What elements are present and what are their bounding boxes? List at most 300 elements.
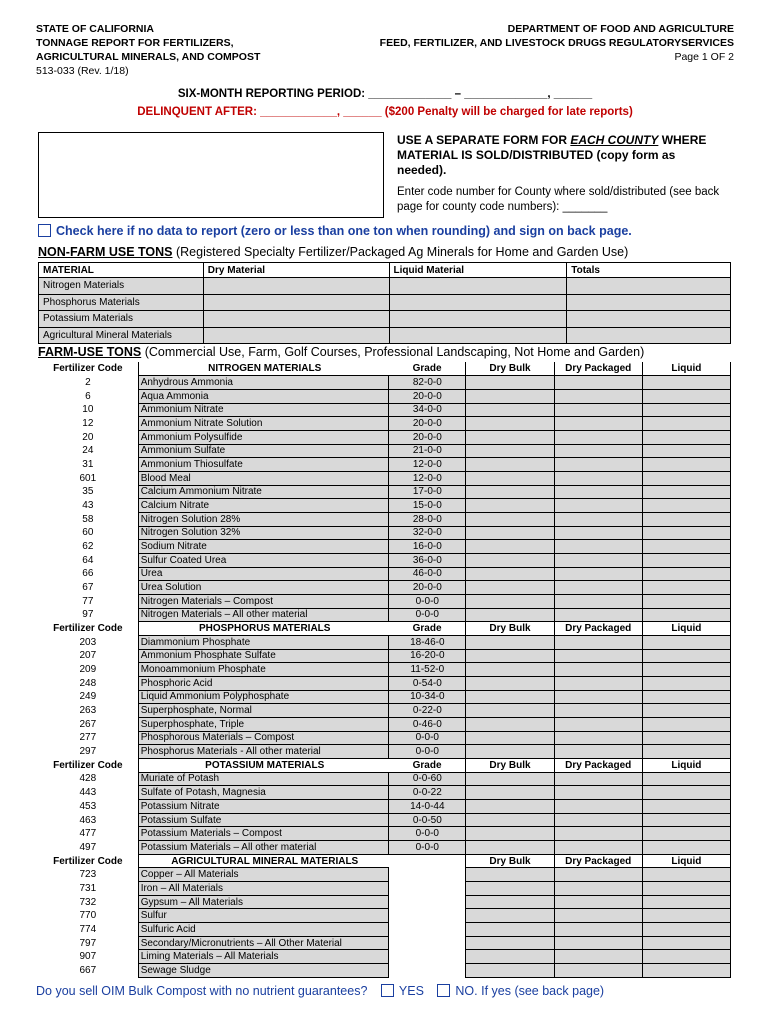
material-name: Ammonium Polysulfide (138, 430, 389, 444)
liquid-input[interactable] (642, 471, 730, 485)
dry-packaged-input[interactable] (554, 827, 642, 841)
farm-row (38, 786, 731, 800)
fertilizer-code: 207 (38, 649, 138, 663)
liquid-input[interactable] (642, 444, 730, 458)
liquid-input[interactable] (642, 964, 730, 978)
dry-packaged-input[interactable] (554, 526, 642, 540)
county-instruction-pre: USE A SEPARATE FORM FOR (397, 133, 571, 147)
dry-packaged-input[interactable] (554, 485, 642, 499)
material-name: Phosphoric Acid (138, 676, 389, 690)
dry-packaged-input[interactable] (554, 676, 642, 690)
material-grade: 0-22-0 (389, 704, 466, 718)
liquid-input[interactable] (642, 786, 730, 800)
dry-packaged-input[interactable] (554, 772, 642, 786)
county-entry-box[interactable] (38, 132, 384, 218)
dry-packaged-input[interactable] (554, 786, 642, 800)
material-name: Ammonium Sulfate (138, 444, 389, 458)
farm-header-cell: AGRICULTURAL MINERAL MATERIALS (171, 855, 359, 867)
liquid-input[interactable] (642, 909, 730, 923)
farm-subtitle: (Commercial Use, Farm, Golf Courses, Professional Landscaping, Not Home and Garden) (141, 345, 645, 359)
dry-bulk-input[interactable] (466, 950, 554, 964)
liquid-input[interactable] (642, 663, 730, 677)
liquid-input[interactable] (642, 868, 730, 882)
fertilizer-code: 35 (38, 485, 138, 499)
dry-bulk-input[interactable] (466, 608, 554, 622)
dry-bulk-input[interactable] (466, 663, 554, 677)
farm-row (38, 512, 731, 526)
non-farm-header-cell: MATERIAL (39, 263, 204, 278)
dry-packaged-input[interactable] (554, 882, 642, 896)
material-name: Potassium Nitrate (138, 800, 389, 814)
farm-row (38, 430, 731, 444)
material-grade: 0-0-0 (389, 608, 466, 622)
liquid-input[interactable] (642, 608, 730, 622)
material-name: Sewage Sludge (138, 964, 389, 978)
fertilizer-code: 67 (38, 581, 138, 595)
dry-packaged-input[interactable] (554, 403, 642, 417)
dry-bulk-input[interactable] (466, 417, 554, 431)
non-farm-total-input[interactable] (567, 278, 731, 295)
material-name: Blood Meal (138, 471, 389, 485)
farm-header-cell: Dry Packaged (554, 362, 642, 376)
material-name: Ammonium Nitrate Solution (138, 417, 389, 431)
dry-packaged-input[interactable] (554, 895, 642, 909)
material-grade (389, 895, 466, 909)
dry-packaged-input[interactable] (554, 512, 642, 526)
farm-row (38, 608, 731, 622)
dry-bulk-input[interactable] (466, 499, 554, 513)
header-right (380, 22, 734, 64)
material-grade: 0-0-0 (389, 594, 466, 608)
dry-packaged-input[interactable] (554, 731, 642, 745)
dry-packaged-input[interactable] (554, 581, 642, 595)
dry-packaged-input[interactable] (554, 704, 642, 718)
liquid-input[interactable] (642, 594, 730, 608)
material-grade: 16-20-0 (389, 649, 466, 663)
liquid-input[interactable] (642, 717, 730, 731)
farm-header-cell: Liquid (642, 854, 730, 868)
farm-row (38, 540, 731, 554)
farm-row (38, 526, 731, 540)
dry-bulk-input[interactable] (466, 895, 554, 909)
material-grade: 0-46-0 (389, 717, 466, 731)
liquid-input[interactable] (642, 403, 730, 417)
dry-bulk-input[interactable] (466, 581, 554, 595)
liquid-input[interactable] (642, 841, 730, 855)
non-farm-subtitle: (Registered Specialty Fertilizer/Packaged Ag Minerals for Home and Garden Use) (172, 245, 629, 259)
farm-row (38, 403, 731, 417)
material-name: Phosphorous Materials – Compost (138, 731, 389, 745)
dry-packaged-input[interactable] (554, 499, 642, 513)
material-grade: 21-0-0 (389, 444, 466, 458)
dry-bulk-input[interactable] (466, 936, 554, 950)
dry-packaged-input[interactable] (554, 868, 642, 882)
dry-packaged-input[interactable] (554, 389, 642, 403)
material-grade (389, 964, 466, 978)
liquid-input[interactable] (642, 772, 730, 786)
no-data-checkbox[interactable] (38, 224, 51, 237)
liquid-input[interactable] (642, 882, 730, 896)
liquid-input[interactable] (642, 499, 730, 513)
dry-bulk-input[interactable] (466, 376, 554, 390)
farm-row (38, 813, 731, 827)
material-grade: 20-0-0 (389, 430, 466, 444)
dry-bulk-input[interactable] (466, 868, 554, 882)
fertilizer-code: 2 (38, 376, 138, 390)
dry-bulk-input[interactable] (466, 389, 554, 403)
material-grade: 0-0-0 (389, 841, 466, 855)
farm-header-cell: Grade (412, 363, 442, 375)
dry-packaged-input[interactable] (554, 417, 642, 431)
material-name: Potassium Materials – Compost (138, 827, 389, 841)
fertilizer-code: 267 (38, 717, 138, 731)
non-farm-material-label: Agricultural Mineral Materials (39, 327, 204, 344)
material-name: Superphosphate, Triple (138, 717, 389, 731)
farm-row (38, 485, 731, 499)
farm-row (38, 444, 731, 458)
dry-bulk-input[interactable] (466, 827, 554, 841)
dry-bulk-input[interactable] (466, 485, 554, 499)
dry-packaged-input[interactable] (554, 376, 642, 390)
liquid-input[interactable] (642, 690, 730, 704)
fertilizer-code: 10 (38, 403, 138, 417)
material-grade: 17-0-0 (389, 485, 466, 499)
dry-bulk-input[interactable] (466, 540, 554, 554)
liquid-input[interactable] (642, 649, 730, 663)
farm-header-cell: Grade (412, 759, 442, 771)
material-grade (389, 936, 466, 950)
farm-header-cell: Dry Packaged (554, 758, 642, 772)
dry-bulk-input[interactable] (466, 649, 554, 663)
farm-header-cell: Liquid (642, 362, 730, 376)
material-grade: 12-0-0 (389, 471, 466, 485)
dry-packaged-input[interactable] (554, 936, 642, 950)
liquid-input[interactable] (642, 731, 730, 745)
non-farm-material-label: Potassium Materials (39, 311, 204, 328)
dry-packaged-input[interactable] (554, 594, 642, 608)
page-number: Page 1 OF 2 (674, 51, 734, 63)
fertilizer-code: 463 (38, 813, 138, 827)
dry-packaged-input[interactable] (554, 649, 642, 663)
dry-packaged-input[interactable] (554, 964, 642, 978)
farm-section-header (38, 362, 731, 376)
oim-question-row (36, 984, 604, 998)
liquid-input[interactable] (642, 895, 730, 909)
material-name: Superphosphate, Normal (138, 704, 389, 718)
liquid-input[interactable] (642, 567, 730, 581)
farm-row (38, 717, 731, 731)
material-grade (389, 923, 466, 937)
fertilizer-code: 248 (38, 676, 138, 690)
material-grade: 0-54-0 (389, 676, 466, 690)
non-farm-liquid-input[interactable] (389, 294, 567, 311)
dry-packaged-input[interactable] (554, 567, 642, 581)
liquid-input[interactable] (642, 485, 730, 499)
farm-row (38, 704, 731, 718)
dry-bulk-input[interactable] (466, 882, 554, 896)
liquid-input[interactable] (642, 635, 730, 649)
header-form-title-2: AGRICULTURAL MINERALS, AND COMPOST (36, 51, 261, 63)
farm-row (38, 376, 731, 390)
liquid-input[interactable] (642, 950, 730, 964)
non-farm-header-cell: Totals (567, 263, 731, 278)
liquid-input[interactable] (642, 676, 730, 690)
dry-bulk-input[interactable] (466, 786, 554, 800)
farm-header-cell: Fertilizer Code (38, 758, 138, 772)
fertilizer-code: 64 (38, 553, 138, 567)
non-farm-header-cell: Dry Material (203, 263, 389, 278)
liquid-input[interactable] (642, 376, 730, 390)
farm-title (38, 345, 644, 359)
material-name: Urea (138, 567, 389, 581)
oim-yes-label: YES (398, 984, 424, 998)
delinquent-after[interactable]: DELINQUENT AFTER: ____________, ______ ($200 Penalty will be charged for late reports) (137, 106, 633, 118)
liquid-input[interactable] (642, 923, 730, 937)
liquid-input[interactable] (642, 745, 730, 759)
non-farm-dry-input[interactable] (203, 311, 389, 328)
fertilizer-code: 77 (38, 594, 138, 608)
fertilizer-code: 263 (38, 704, 138, 718)
liquid-input[interactable] (642, 800, 730, 814)
non-farm-header-row (39, 263, 731, 278)
fertilizer-code: 428 (38, 772, 138, 786)
non-farm-header-cell: Liquid Material (389, 263, 567, 278)
dry-bulk-input[interactable] (466, 471, 554, 485)
fertilizer-code: 797 (38, 936, 138, 950)
dry-bulk-input[interactable] (466, 745, 554, 759)
dry-packaged-input[interactable] (554, 950, 642, 964)
dry-packaged-input[interactable] (554, 608, 642, 622)
non-farm-dry-input[interactable] (203, 327, 389, 344)
non-farm-row (39, 294, 731, 311)
material-grade: 14-0-44 (389, 800, 466, 814)
farm-header-cell: Liquid (642, 758, 730, 772)
fertilizer-code: 31 (38, 458, 138, 472)
dry-bulk-input[interactable] (466, 717, 554, 731)
dry-bulk-input[interactable] (466, 841, 554, 855)
liquid-input[interactable] (642, 458, 730, 472)
liquid-input[interactable] (642, 704, 730, 718)
non-farm-dry-input[interactable] (203, 294, 389, 311)
non-farm-liquid-input[interactable] (389, 278, 567, 295)
non-farm-total-input[interactable] (567, 327, 731, 344)
liquid-input[interactable] (642, 581, 730, 595)
farm-header-cell: Dry Bulk (466, 362, 554, 376)
material-name: Nitrogen Solution 32% (138, 526, 389, 540)
dry-bulk-input[interactable] (466, 526, 554, 540)
farm-row (38, 690, 731, 704)
fertilizer-code: 497 (38, 841, 138, 855)
material-name: Nitrogen Solution 28% (138, 512, 389, 526)
dry-bulk-input[interactable] (466, 676, 554, 690)
material-name: Ammonium Thiosulfate (138, 458, 389, 472)
material-grade: 18-46-0 (389, 635, 466, 649)
dry-bulk-input[interactable] (466, 704, 554, 718)
dry-bulk-input[interactable] (466, 772, 554, 786)
liquid-input[interactable] (642, 813, 730, 827)
farm-header-cell: NITROGEN MATERIALS (208, 363, 322, 375)
farm-header-cell: Fertilizer Code (38, 622, 138, 636)
dry-bulk-input[interactable] (466, 403, 554, 417)
fertilizer-code: 443 (38, 786, 138, 800)
liquid-input[interactable] (642, 389, 730, 403)
dry-bulk-input[interactable] (466, 553, 554, 567)
liquid-input[interactable] (642, 430, 730, 444)
fertilizer-code: 731 (38, 882, 138, 896)
fertilizer-code: 770 (38, 909, 138, 923)
farm-row (38, 553, 731, 567)
material-name: Sulfur Coated Urea (138, 553, 389, 567)
dry-packaged-input[interactable] (554, 471, 642, 485)
farm-header-cell: Fertilizer Code (38, 362, 138, 376)
dry-bulk-input[interactable] (466, 567, 554, 581)
dry-packaged-input[interactable] (554, 458, 642, 472)
material-name: Potassium Materials – All other material (138, 841, 389, 855)
material-grade: 28-0-0 (389, 512, 466, 526)
dry-bulk-input[interactable] (466, 444, 554, 458)
county-instruction-post: WHERE MATERIAL IS SOLD/DISTRIBUTED (copy form as needed). (397, 133, 707, 177)
fertilizer-code: 58 (38, 512, 138, 526)
farm-row (38, 649, 731, 663)
farm-row (38, 499, 731, 513)
oim-yes-checkbox[interactable] (381, 984, 394, 997)
material-name: Ammonium Phosphate Sulfate (138, 649, 389, 663)
farm-row (38, 936, 731, 950)
farm-row (38, 731, 731, 745)
dry-bulk-input[interactable] (466, 813, 554, 827)
fertilizer-code: 297 (38, 745, 138, 759)
fertilizer-code: 209 (38, 663, 138, 677)
dry-packaged-input[interactable] (554, 430, 642, 444)
material-grade (389, 909, 466, 923)
dry-packaged-input[interactable] (554, 540, 642, 554)
dry-bulk-input[interactable] (466, 512, 554, 526)
farm-header-cell: PHOSPHORUS MATERIALS (198, 623, 331, 635)
dry-packaged-input[interactable] (554, 745, 642, 759)
dry-packaged-input[interactable] (554, 553, 642, 567)
dry-bulk-input[interactable] (466, 594, 554, 608)
fertilizer-code: 723 (38, 868, 138, 882)
liquid-input[interactable] (642, 553, 730, 567)
header-department: DEPARTMENT OF FOOD AND AGRICULTURE (507, 23, 734, 35)
material-grade: 20-0-0 (389, 389, 466, 403)
material-name: Potassium Sulfate (138, 813, 389, 827)
dry-packaged-input[interactable] (554, 690, 642, 704)
farm-header-cell: Dry Packaged (554, 622, 642, 636)
liquid-input[interactable] (642, 540, 730, 554)
oim-no-checkbox[interactable] (437, 984, 450, 997)
non-farm-liquid-input[interactable] (389, 327, 567, 344)
dry-packaged-input[interactable] (554, 663, 642, 677)
material-name: Sulfate of Potash, Magnesia (138, 786, 389, 800)
dry-packaged-input[interactable] (554, 444, 642, 458)
material-grade: 20-0-0 (389, 581, 466, 595)
non-farm-total-input[interactable] (567, 294, 731, 311)
dry-packaged-input[interactable] (554, 717, 642, 731)
non-farm-liquid-input[interactable] (389, 311, 567, 328)
material-name: Anhydrous Ammonia (138, 376, 389, 390)
no-data-label: Check here if no data to report (zero or less than one ton when rounding) and sign on back page. (56, 224, 632, 238)
fertilizer-code: 277 (38, 731, 138, 745)
material-grade: 36-0-0 (389, 553, 466, 567)
dry-packaged-input[interactable] (554, 841, 642, 855)
dry-bulk-input[interactable] (466, 909, 554, 923)
non-farm-total-input[interactable] (567, 311, 731, 328)
dry-bulk-input[interactable] (466, 731, 554, 745)
dry-bulk-input[interactable] (466, 690, 554, 704)
fertilizer-code: 774 (38, 923, 138, 937)
header-division: FEED, FERTILIZER, AND LIVESTOCK DRUGS REGULATORYSERVICES (379, 37, 734, 49)
material-grade: 20-0-0 (389, 417, 466, 431)
dry-bulk-input[interactable] (466, 458, 554, 472)
farm-header-cell: Fertilizer Code (38, 854, 138, 868)
material-name: Diammonium Phosphate (138, 635, 389, 649)
liquid-input[interactable] (642, 512, 730, 526)
material-grade: 34-0-0 (389, 403, 466, 417)
dry-packaged-input[interactable] (554, 800, 642, 814)
material-name: Gypsum – All Materials (138, 895, 389, 909)
material-grade: 0-0-0 (389, 731, 466, 745)
material-name: Sulfuric Acid (138, 923, 389, 937)
dry-packaged-input[interactable] (554, 923, 642, 937)
dry-packaged-input[interactable] (554, 635, 642, 649)
fertilizer-code: 66 (38, 567, 138, 581)
farm-header-cell (389, 854, 466, 868)
liquid-input[interactable] (642, 827, 730, 841)
header-form-title-1: TONNAGE REPORT FOR FERTILIZERS, (36, 37, 234, 49)
liquid-input[interactable] (642, 936, 730, 950)
farm-row (38, 745, 731, 759)
dry-packaged-input[interactable] (554, 909, 642, 923)
material-grade: 82-0-0 (389, 376, 466, 390)
non-farm-material-label: Phosphorus Materials (39, 294, 204, 311)
dry-bulk-input[interactable] (466, 800, 554, 814)
dry-packaged-input[interactable] (554, 813, 642, 827)
fertilizer-code: 43 (38, 499, 138, 513)
fertilizer-code: 453 (38, 800, 138, 814)
material-grade: 32-0-0 (389, 526, 466, 540)
dry-bulk-input[interactable] (466, 635, 554, 649)
non-farm-dry-input[interactable] (203, 278, 389, 295)
farm-row (38, 567, 731, 581)
dry-bulk-input[interactable] (466, 923, 554, 937)
dry-bulk-input[interactable] (466, 964, 554, 978)
material-name: Nitrogen Materials – All other material (138, 608, 389, 622)
material-name: Calcium Nitrate (138, 499, 389, 513)
fertilizer-code: 60 (38, 526, 138, 540)
fertilizer-code: 6 (38, 389, 138, 403)
non-farm-material-label: Nitrogen Materials (39, 278, 204, 295)
liquid-input[interactable] (642, 417, 730, 431)
liquid-input[interactable] (642, 526, 730, 540)
fertilizer-code: 249 (38, 690, 138, 704)
material-grade: 0-0-0 (389, 827, 466, 841)
county-code-line[interactable]: Enter code number for County where sold/distributed (see back page for county code numbers): _______ (397, 186, 720, 213)
material-grade (389, 882, 466, 896)
oim-no-label: NO. If yes (see back page) (455, 984, 605, 998)
farm-row (38, 923, 731, 937)
farm-section-header (38, 758, 731, 772)
material-name: Nitrogen Materials – Compost (138, 594, 389, 608)
reporting-period[interactable]: SIX-MONTH REPORTING PERIOD: _____________ – _____________, ______ (177, 88, 593, 100)
material-grade: 11-52-0 (389, 663, 466, 677)
material-grade: 0-0-60 (389, 772, 466, 786)
non-farm-table (38, 262, 731, 344)
dry-bulk-input[interactable] (466, 430, 554, 444)
material-name: Secondary/Micronutrients – All Other Material (138, 936, 389, 950)
county-instruction (397, 133, 727, 178)
farm-header-cell: Dry Bulk (466, 854, 554, 868)
